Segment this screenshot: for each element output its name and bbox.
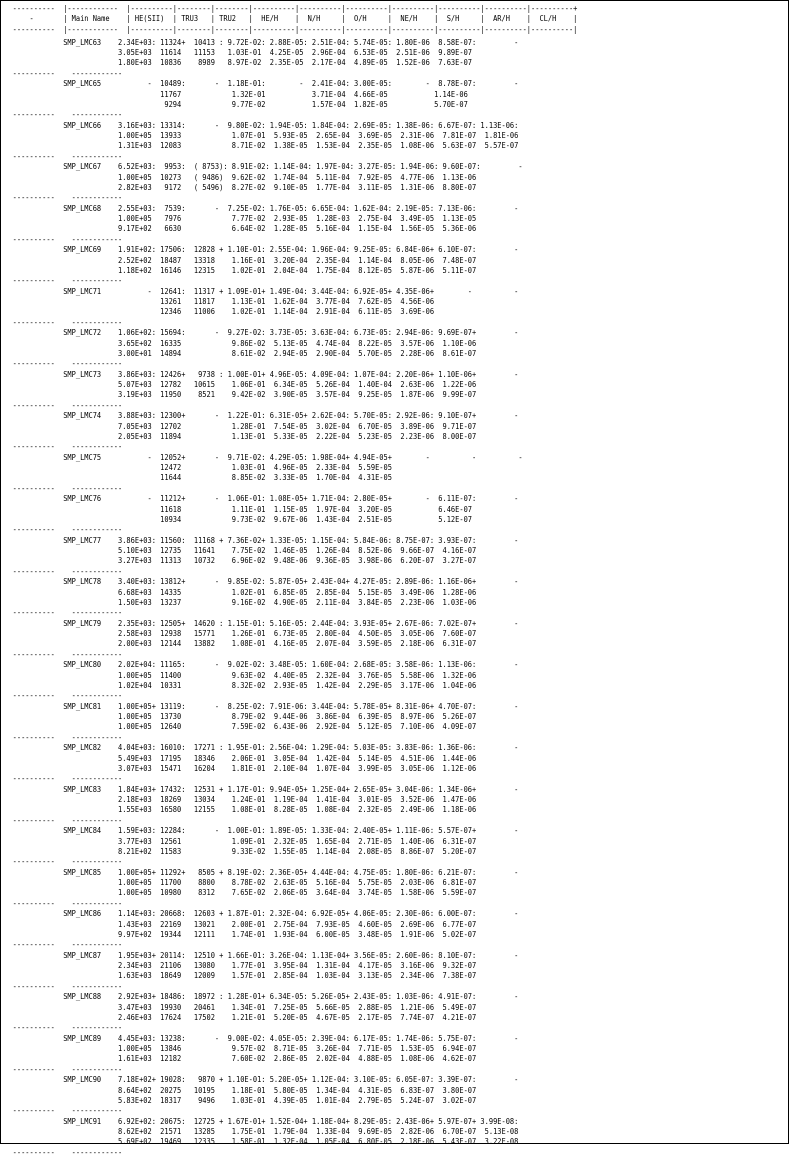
table-row-value: SMP_LMC80 2.02E+04: 11165: - 9.02E-02: 3.48E-05: 1.60E-04: 2.68E-05: 3.58E-06: 1.13E-06: - bbox=[0, 660, 519, 670]
table-row-upper: 3.05E+03 11614 11153 1.03E-01 4.25E-05 2.96E-04 6.53E-05 2.51E-06 9.89E-07 bbox=[0, 48, 473, 57]
table-row-lower: 3.27E+03 11313 10732 6.96E-02 9.48E-06 9.36E-05 3.98E-06 6.20E-07 3.27E-07 bbox=[0, 556, 477, 566]
row-separator: ---------- ------------ bbox=[0, 317, 123, 327]
table-row-lower: 1.50E+03 13237 9.16E-02 4.90E-05 2.11E-04 3.84E-05 2.23E-06 1.03E-06 bbox=[0, 597, 477, 607]
table-row-upper: 8.62E+02 21571 13285 1.75E-01 1.79E-04 1.33E-04 9.69E-05 2.82E-06 6.70E-07 5.13E-08 bbox=[0, 1127, 519, 1136]
table-row-lower: 12346 11006 1.02E-01 1.14E-04 2.91E-04 6.11E-05 3.69E-06 bbox=[0, 307, 435, 317]
table-row-lower: 10934 9.73E-02 9.67E-06 1.43E-04 2.51E-05 5.12E-07 bbox=[0, 514, 473, 524]
table-row-lower: 1.00E+05 12640 7.59E-02 6.43E-06 2.92E-04 5.12E-05 7.10E-06 4.09E-07 bbox=[0, 722, 477, 732]
table-row-lower: 2.82E+03 9172 ( 5496) 8.27E-02 9.10E-05 1.77E-04 3.11E-05 1.31E-06 8.80E-07 bbox=[0, 182, 477, 192]
table-row-lower: 2.46E+03 17624 17502 1.21E-01 5.20E-05 4.67E-05 2.17E-05 7.74E-07 4.21E-07 bbox=[0, 1012, 477, 1022]
row-separator: ---------- ------------ bbox=[0, 815, 123, 825]
table-row-lower: 9.17E+02 6630 6.64E-02 1.28E-05 5.16E-04 1.15E-04 1.56E-05 5.36E-06 bbox=[0, 224, 477, 234]
table-row-value: SMP_LMC75 - 12052+ - 9.71E-02: 4.29E-05: 1.98E-04+ 4.94E-05+ - - - bbox=[0, 452, 523, 462]
row-separator: ---------- ------------ bbox=[0, 1147, 123, 1157]
row-separator: ---------- ------------ bbox=[0, 898, 123, 908]
table-row-value: SMP_LMC73 3.86E+03: 12426+ 9738 : 1.00E-01+ 4.96E-05: 4.09E-04: 1.07E-04: 2.20E-06+ 1.10E-06+ - bbox=[0, 369, 519, 379]
table-row-upper: 2.18E+03 18269 13034 1.24E-01 1.19E-04 1.41E-04 3.01E-05 3.52E-06 1.47E-06 bbox=[0, 795, 477, 804]
table-row-lower: 9294 9.77E-02 1.57E-04 1.82E-05 5.70E-07 bbox=[0, 99, 468, 109]
table-row-value: SMP_LMC69 1.91E+02: 17506: 12828 + 1.10E-01: 2.55E-04: 1.96E-04: 9.25E-05: 6.84E-06+ 6.10E-07: - bbox=[0, 245, 519, 255]
header-rule: ---------- |------------ |----------|--------|--------|----------|----------|----------|----------|----------|----------|----------| bbox=[0, 24, 578, 34]
table-row-upper: 1.00E+05 13933 1.07E-01 5.93E-05 2.65E-04 3.69E-05 2.31E-06 7.81E-07 1.81E-06 bbox=[0, 131, 519, 140]
row-separator: ---------- ------------ bbox=[0, 981, 123, 991]
row-separator: ---------- ------------ bbox=[0, 691, 123, 700]
table-row-lower: 11644 8.85E-02 3.33E-05 1.70E-04 4.31E-05 bbox=[0, 473, 392, 483]
row-separator: ---------- ------------ bbox=[0, 525, 123, 534]
table-row-value: SMP_LMC90 7.18E+02+ 19028: 9870 + 1.10E-01: 5.20E-05+ 1.12E-04: 3.10E-05: 6.05E-07: 3.39E-07: - bbox=[0, 1075, 519, 1085]
table-row-value: SMP_LMC66 3.16E+03: 13314: - 9.80E-02: 1.94E-05: 1.84E-04: 2.69E-05: 1.38E-06: 6.67E-07: 1.13E-06: bbox=[0, 120, 519, 130]
table-header-row: - | Main Name | HE(SII) | TRU3 | TRU2 | HE/H | N/H | O/H | NE/H | S/H | AR/H | CL/H | bbox=[0, 14, 578, 24]
row-separator: ---------- ------------ bbox=[0, 566, 123, 576]
table-row-lower: 1.63E+03 18649 12009 1.57E-01 2.85E-04 1.03E-04 3.13E-05 2.34E-06 7.38E-07 bbox=[0, 971, 477, 981]
table-row-upper: 3.77E+03 12561 1.09E-01 2.32E-05 1.65E-04 2.71E-05 1.40E-06 6.31E-07 bbox=[0, 836, 477, 846]
row-separator: ---------- ------------ bbox=[0, 1106, 123, 1115]
row-separator: ---------- ------------ bbox=[0, 359, 123, 368]
table-row-value: SMP_LMC65 - 10489: - 1.18E-01: - 2.41E-04: 3.00E-05: - 8.78E-07: - bbox=[0, 79, 519, 89]
table-row-value: SMP_LMC68 2.55E+03: 7539: - 7.25E-02: 1.76E-05: 6.65E-04: 1.62E-04: 2.19E-05: 7.13E-06: - bbox=[0, 203, 519, 213]
table-row-value: SMP_LMC82 4.04E+03: 16010: 17271 : 1.95E-01: 2.56E-04: 1.29E-04: 5.03E-05: 3.83E-06: 1.36E-06: - bbox=[0, 743, 519, 753]
table-row-value: SMP_LMC79 2.35E+03: 12505+ 14620 : 1.15E-01: 5.16E-05: 2.44E-04: 3.93E-05+ 2.67E-06: 7.02E-07+ - bbox=[0, 618, 519, 628]
table-row-value: SMP_LMC78 3.40E+03: 13812+ - 9.85E-02: 5.87E-05+ 2.43E-04+ 4.27E-05: 2.89E-06: 1.16E-06+ - bbox=[0, 577, 519, 587]
table-row-lower: 3.00E+01 14894 8.61E-02 2.94E-05 2.90E-04 5.70E-05 2.28E-06 8.61E-07 bbox=[0, 348, 477, 358]
table-row-upper: 1.43E+03 22169 13021 2.00E-01 2.75E-04 7.93E-05 4.60E-05 2.69E-06 6.77E-07 bbox=[0, 919, 477, 929]
table-row-upper: 1.00E+05 11700 8800 8.78E-02 2.63E-05 5.16E-04 5.75E-05 2.03E-06 6.81E-07 bbox=[0, 878, 477, 887]
table-row-lower: 2.05E+03 11894 1.13E-01 5.33E-05 2.22E-04 5.23E-05 2.23E-06 8.00E-07 bbox=[0, 431, 477, 441]
table-row-upper: 5.49E+03 17195 18346 2.06E-01 3.05E-04 1.42E-04 5.14E-05 4.51E-06 1.44E-06 bbox=[0, 753, 477, 763]
row-separator: ---------- ------------ bbox=[0, 442, 123, 451]
table-row-value: SMP_LMC72 1.06E+02: 15694: - 9.27E-02: 3.73E-05: 3.63E-04: 6.73E-05: 2.94E-06: 9.69E-07+ - bbox=[0, 328, 519, 338]
row-separator: ---------- ------------ bbox=[0, 649, 123, 659]
row-separator: ---------- ------------ bbox=[0, 774, 123, 783]
table-row-upper: 1.00E+05 10273 ( 9486) 9.62E-02 1.74E-04 5.11E-04 7.92E-05 4.77E-06 1.13E-06 bbox=[0, 172, 477, 182]
row-separator: ---------- ------------ bbox=[0, 68, 123, 78]
table-row-value: SMP_LMC63 2.34E+03: 11324+ 10413 : 9.72E-02: 2.88E-05: 2.51E-04: 5.74E-05: 1.80E-06 8.58E-07: - bbox=[0, 37, 519, 47]
table-row-lower: 3.07E+03 15471 16204 1.81E-01 2.10E-04 1.07E-04 3.99E-05 3.05E-06 1.12E-06 bbox=[0, 763, 477, 773]
table-row-lower: 5.83E+02 18317 9496 1.03E-01 4.39E-05 1.01E-04 2.79E-05 5.24E-07 3.02E-07 bbox=[0, 1095, 477, 1105]
table-row-upper: 6.68E+03 14335 1.02E-01 6.85E-05 2.85E-04 5.15E-05 3.49E-06 1.28E-06 bbox=[0, 587, 477, 597]
table-row-value: SMP_LMC89 4.45E+03: 13238: - 9.00E-02: 4.05E-05: 2.39E-04: 6.17E-05: 1.74E-06: 5.75E-07: - bbox=[0, 1033, 519, 1043]
header-rule: ---------- |------------ |----------|--------|--------|----------|----------|----------|----------|----------|----------|----------+ bbox=[0, 4, 578, 13]
row-separator: ---------- ------------ bbox=[0, 1023, 123, 1032]
table-row-value: SMP_LMC86 1.14E+03: 20668: 12603 + 1.87E-01: 2.32E-04: 6.92E-05+ 4.06E-05: 2.30E-06: 6.00E-07: - bbox=[0, 909, 519, 919]
row-separator: ---------- ------------ bbox=[0, 608, 123, 617]
table-row-lower: 1.61E+03 12182 7.60E-02 2.86E-05 2.02E-04 4.88E-05 1.08E-06 4.62E-07 bbox=[0, 1054, 477, 1064]
table-row-lower: 8.21E+02 11583 9.33E-02 1.55E-05 1.14E-04 2.08E-05 8.86E-07 5.20E-07 bbox=[0, 846, 477, 856]
table-row-lower: 1.80E+03 10836 8989 8.97E-02 2.35E-05 2.17E-04 4.89E-05 1.52E-06 7.63E-07 bbox=[0, 58, 473, 68]
row-separator: ---------- ------------ bbox=[0, 193, 123, 202]
table-row-value: SMP_LMC74 3.88E+03: 12300+ - 1.22E-01: 6.31E-05+ 2.62E-04: 5.70E-05: 2.92E-06: 9.10E-07+ - bbox=[0, 411, 519, 421]
table-row-value: SMP_LMC83 1.84E+03+ 17432: 12531 + 1.17E-01: 9.94E-05+ 1.25E-04+ 2.65E-05+ 3.04E-06: 1.34E-06+ - bbox=[0, 784, 519, 794]
table-row-upper: 1.00E+05 13730 8.79E-02 9.44E-06 3.86E-04 6.39E-05 8.97E-06 5.26E-07 bbox=[0, 712, 477, 721]
table-row-upper: 1.00E+05 7976 7.77E-02 2.93E-05 1.28E-03 2.75E-04 3.49E-05 1.13E-05 bbox=[0, 214, 477, 223]
table-row-upper: 3.65E+02 16335 9.86E-02 5.13E-05 4.74E-04 8.22E-05 3.57E-06 1.10E-06 bbox=[0, 338, 477, 348]
table-row-value: SMP_LMC77 3.86E+03: 11560: 11168 + 7.36E-02+ 1.33E-05: 1.15E-04: 5.84E-06: 8.75E-07: 3.93E-07: - bbox=[0, 535, 519, 545]
row-separator: ---------- ------------ bbox=[0, 1064, 123, 1074]
row-separator: ---------- ------------ bbox=[0, 400, 123, 410]
row-separator: ---------- ------------ bbox=[0, 732, 123, 742]
table-row-lower: 2.00E+03 12144 13882 1.08E-01 4.16E-05 2.07E-04 3.59E-05 2.18E-06 6.31E-07 bbox=[0, 639, 477, 649]
row-separator: ---------- ------------ bbox=[0, 483, 123, 493]
table-row-upper: 8.64E+02 20275 10195 1.18E-01 5.80E-05 1.34E-04 4.31E-05 6.83E-07 3.80E-07 bbox=[0, 1085, 477, 1095]
table-row-upper: 11767 1.32E-01 3.71E-04 4.66E-05 1.14E-06 bbox=[0, 89, 468, 99]
table-row-upper: 1.00E+05 13846 9.57E-02 8.71E-05 3.26E-04 7.71E-05 1.53E-05 6.94E-07 bbox=[0, 1044, 477, 1053]
row-separator: ---------- ------------ bbox=[0, 857, 123, 866]
table-row-value: SMP_LMC81 1.00E+05+ 13119: - 8.25E-02: 7.91E-06: 3.44E-04: 5.78E-05+ 8.31E-06+ 4.70E-07: - bbox=[0, 701, 519, 711]
table-row-value: SMP_LMC88 2.92E+03+ 18486: 18972 : 1.28E-01+ 6.34E-05: 5.26E-05+ 2.43E-05: 1.03E-06: 4.91E-07: - bbox=[0, 992, 519, 1002]
table-row-lower: 1.55E+03 16580 12155 1.08E-01 8.28E-05 1.08E-04 2.32E-05 2.49E-06 1.18E-06 bbox=[0, 805, 477, 815]
table-row-upper: 5.10E+03 12735 11641 7.75E-02 1.46E-05 1.26E-04 8.52E-06 9.66E-07 4.16E-07 bbox=[0, 546, 477, 555]
table-row-lower: 9.97E+02 19344 12111 1.74E-01 1.93E-04 6.00E-05 3.48E-05 1.91E-06 5.02E-07 bbox=[0, 929, 477, 939]
row-separator: ---------- ------------ bbox=[0, 940, 123, 949]
table-row-value: SMP_LMC85 1.00E+05+ 11292+ 8505 + 8.19E-02: 2.36E-05+ 4.44E-04: 4.75E-05: 1.80E-06: 6.21E-07: - bbox=[0, 867, 519, 877]
table-row-upper: 5.07E+03 12782 10615 1.06E-01 6.34E-05 5.26E-04 1.40E-04 2.63E-06 1.22E-06 bbox=[0, 380, 477, 389]
table-row-value: SMP_LMC76 - 11212+ - 1.06E-01: 1.08E-05+ 1.71E-04: 2.80E-05+ - 6.11E-07: - bbox=[0, 494, 519, 504]
table-row-lower: 1.02E+04 10331 8.32E-02 2.93E-05 1.42E-04 2.29E-05 3.17E-06 1.04E-06 bbox=[0, 680, 477, 690]
table-row-upper: 7.05E+03 12702 1.28E-01 7.54E-05 3.02E-04 6.70E-05 3.89E-06 9.71E-07 bbox=[0, 421, 477, 431]
table-row-upper: 13261 11817 1.13E-01 1.62E-04 3.77E-04 7.62E-05 4.56E-06 bbox=[0, 297, 435, 306]
row-separator: ---------- ------------ bbox=[0, 234, 123, 244]
table-row-value: SMP_LMC91 6.92E+02: 20675: 12725 + 1.67E-01+ 1.52E-04+ 1.18E-04+ 8.29E-05: 2.43E-06+ 5.97E-07+ 3.99E-08: bbox=[0, 1116, 519, 1126]
table-row-upper: 3.47E+03 19930 20461 1.34E-01 7.25E-05 5.66E-05 2.88E-05 1.21E-06 5.49E-07 bbox=[0, 1002, 477, 1012]
table-row-value: SMP_LMC84 1.59E+03: 12284: - 1.00E-01: 1.89E-05: 1.33E-04: 2.40E-05+ 1.11E-06: 5.57E-07+ - bbox=[0, 826, 519, 836]
table-row-lower: 3.19E+03 11950 8521 9.42E-02 3.90E-05 3.57E-04 9.25E-05 1.87E-06 9.99E-07 bbox=[0, 390, 477, 400]
table-row-value: SMP_LMC87 1.95E+03+ 20114: 12510 + 1.66E-01: 3.26E-04: 1.13E-04+ 3.56E-05: 2.60E-06: 8.10E-07: - bbox=[0, 950, 519, 960]
table-row-upper: 2.52E+02 18487 13318 1.16E-01 3.20E-04 2.35E-04 1.14E-04 8.05E-06 7.48E-07 bbox=[0, 255, 477, 265]
table-row-upper: 12472 1.03E-01 4.96E-05 2.33E-04 5.59E-05 bbox=[0, 463, 392, 472]
table-row-upper: 1.00E+05 11400 9.63E-02 4.40E-05 2.32E-04 3.76E-05 5.58E-06 1.32E-06 bbox=[0, 670, 477, 680]
table-row-upper: 11618 1.11E-01 1.15E-05 1.97E-04 3.20E-05 6.46E-07 bbox=[0, 504, 473, 514]
table-row-upper: 2.34E+03 21106 13080 1.77E-01 3.95E-04 1.31E-04 4.17E-05 3.16E-06 9.32E-07 bbox=[0, 961, 477, 970]
row-separator: ---------- ------------ bbox=[0, 151, 123, 161]
table-row-upper: 2.58E+03 12938 15771 1.26E-01 6.73E-05 2.80E-04 4.50E-05 3.05E-06 7.60E-07 bbox=[0, 629, 477, 638]
table-row-value: SMP_LMC71 - 12641: 11317 + 1.09E-01+ 1.49E-04: 3.44E-04: 6.92E-05+ 4.35E-06+ - - bbox=[0, 286, 519, 296]
table-row-lower: 5.69E+02 19469 12335 1.58E-01 1.32E-04 1.05E-04 6.80E-05 2.18E-06 5.43E-07 3.22E-08 bbox=[0, 1137, 519, 1147]
table-row-lower: 1.31E+03 12083 8.71E-02 1.38E-05 1.53E-04 2.35E-05 1.08E-06 5.63E-07 5.57E-07 bbox=[0, 141, 519, 151]
table-row-lower: 1.00E+05 10980 8312 7.65E-02 2.06E-05 3.64E-04 3.74E-05 1.58E-06 5.59E-07 bbox=[0, 888, 477, 898]
row-separator: ---------- ------------ bbox=[0, 110, 123, 119]
table-row-value: SMP_LMC67 6.52E+03: 9953: ( 8753): 8.91E-02: 1.14E-04: 1.97E-04: 3.27E-05: 1.94E-06: 9.60E-07: - bbox=[0, 162, 523, 172]
table-row-lower: 1.18E+02 16146 12315 1.02E-01 2.04E-04 1.75E-04 8.12E-05 5.87E-06 5.11E-07 bbox=[0, 265, 477, 275]
row-separator: ---------- ------------ bbox=[0, 276, 123, 285]
